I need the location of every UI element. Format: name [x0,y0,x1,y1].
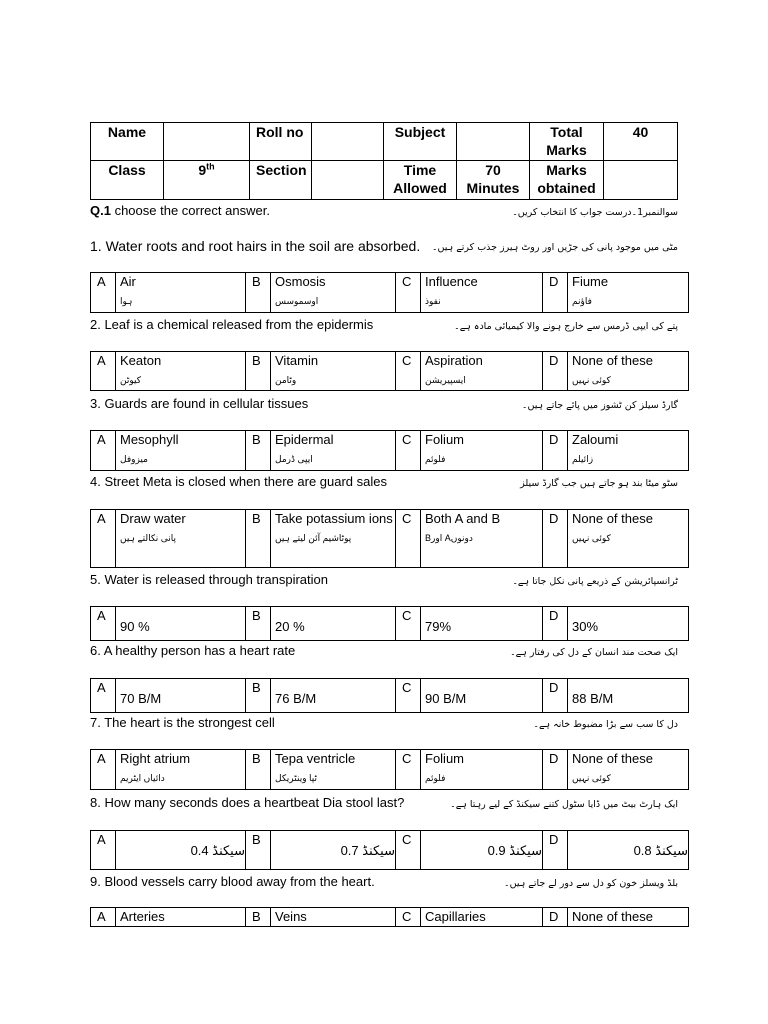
option-text: Folium [425,432,465,447]
option-letter: B [246,679,271,713]
option-text: سیکنڈ 0.4 [190,843,245,858]
option-letter: A [91,750,116,790]
class-label: Class [91,161,164,200]
option-b[interactable] [271,750,396,790]
option-urdu: زائیلم [572,454,594,464]
option-letter: C [396,352,421,391]
option-text: 76 B/M [275,691,317,706]
option-letter: D [543,352,568,391]
question-text: 8. How many seconds does a heartbeat Dia stool last? [90,795,405,810]
subject-field[interactable] [457,123,530,161]
option-urdu: کیوٹن [120,375,142,385]
option-letter: D [543,750,568,790]
option-d[interactable] [568,831,689,870]
option-a[interactable] [116,831,246,870]
option-text: None of these [572,909,653,924]
options-table [90,678,689,713]
option-text: Veins [275,909,307,924]
option-text: Draw water [120,511,186,526]
option-text: None of these [572,353,653,368]
option-urdu: ٹپا وینٹریکل [275,773,318,783]
option-c[interactable] [421,510,543,568]
option-letter: A [91,679,116,713]
question-urdu: ایک ہارٹ بیٹ میں ڈایا سٹول کتنے سیکنڈ کے لیے رہتا ہے۔ [450,799,678,810]
option-text: 79% [425,619,452,634]
option-text: Influence [425,274,478,289]
option-letter: B [246,831,271,870]
option-letter: B [246,750,271,790]
option-letter: C [396,273,421,313]
option-letter: B [246,431,271,471]
option-letter: C [396,431,421,471]
option-text: Capillaries [425,909,486,924]
question-urdu: مٹی میں موجود پانی کی جڑیں اور روٹ ہیرز جذب کرتے ہیں۔ [431,242,678,253]
option-urdu: ایسپیریشن [425,375,466,385]
question-text: 9. Blood vessels carry blood away from the heart. [90,874,375,889]
question-text: 7. The heart is the strongest cell [90,715,275,730]
option-urdu: اوسموسس [275,296,319,306]
option-d[interactable] [568,607,689,641]
option-text: Take potassium ions [275,511,393,526]
option-letter: D [543,273,568,313]
option-letter: D [543,679,568,713]
option-b[interactable] [271,352,396,391]
option-urdu: ایپی ڈرمل [275,454,313,464]
option-urdu: کوئی نہیں [572,773,611,783]
option-letter: B [246,510,271,568]
option-a[interactable] [116,908,246,927]
option-letter: D [543,831,568,870]
option-c[interactable] [421,607,543,641]
option-text: 90 B/M [425,691,467,706]
option-d[interactable] [568,273,689,313]
options-table [90,509,689,568]
option-d[interactable] [568,908,689,927]
option-urdu: میزوفل [120,454,148,464]
option-urdu: فلوئم [425,454,446,464]
options-table [90,606,689,641]
option-a[interactable] [116,273,246,313]
option-urdu: پوٹاشیم آئن لیتے ہیں [275,533,352,543]
question-urdu: پتے کی ایپی ڈرمس سے خارج ہونے والا کیمیائی مادہ ہے۔ [454,321,678,332]
question-text: 4. Street Meta is closed when there are guard sales [90,474,387,489]
option-text: Right atrium [120,751,191,766]
option-letter: A [91,510,116,568]
option-text: Aspiration [425,353,483,368]
option-d[interactable] [568,510,689,568]
question-urdu: دل کا سب سے بڑا مضبوط خانہ ہے۔ [533,719,678,730]
question-urdu: سٹو میٹا بند ہو جاتے ہیں جب گارڈ سیلز [520,478,678,489]
option-letter: B [246,352,271,391]
option-d[interactable] [568,679,689,713]
option-a[interactable] [116,679,246,713]
option-text: Epidermal [275,432,334,447]
option-a[interactable] [116,352,246,391]
option-urdu: دونوںA اورB [425,533,473,543]
option-c[interactable] [421,273,543,313]
marks-obtained-label: Marks obtained [530,161,604,200]
option-letter: C [396,908,421,927]
section-field[interactable] [312,161,384,200]
option-text: Mesophyll [120,432,179,447]
option-letter: A [91,431,116,471]
option-urdu: فاؤنم [572,296,592,306]
option-letter: C [396,750,421,790]
option-a[interactable] [116,750,246,790]
options-table [90,351,689,391]
option-text: Arteries [120,909,165,924]
option-urdu: کوئی نہیں [572,375,611,385]
marks-obtained-field[interactable] [604,161,678,200]
option-letter: C [396,679,421,713]
option-text: 20 % [275,619,305,634]
option-urdu: نفوذ [425,296,441,306]
question-text: 2. Leaf is a chemical released from the epidermis [90,317,374,332]
option-d[interactable] [568,352,689,391]
option-urdu: وٹامن [275,375,297,385]
option-c[interactable] [421,750,543,790]
option-text: Both A and B [425,511,501,526]
option-urdu: کوئی نہیں [572,533,611,543]
option-b[interactable] [271,510,396,568]
options-table [90,272,689,313]
name-field[interactable] [164,123,250,161]
option-c[interactable] [421,831,543,870]
roll-field[interactable] [312,123,384,161]
option-text: Fiume [572,274,609,289]
option-text: Keaton [120,353,162,368]
option-urdu: ہوا [120,296,133,306]
total-marks-value: 40 [604,123,678,161]
option-letter: D [543,431,568,471]
question-text: 3. Guards are found in cellular tissues [90,396,309,411]
option-a[interactable] [116,431,246,471]
option-text: سیکنڈ 0.7 [340,843,395,858]
options-table [90,907,689,927]
header-table [90,122,678,200]
question-urdu: گارڈ سیلز کن ٹشوز میں پائے جاتے ہیں۔ [521,400,678,411]
question-text: 5. Water is released through transpiration [90,572,328,587]
section-label: Section [250,161,312,200]
option-letter: A [91,607,116,641]
option-urdu: دائیاں ایٹریم [120,773,165,783]
option-letter: A [91,352,116,391]
option-b[interactable] [271,679,396,713]
question-text: 1. Water roots and root hairs in the soil are absorbed. [90,238,421,254]
options-table [90,430,689,471]
total-marks-label: Total Marks [530,123,604,161]
option-text: 88 B/M [572,691,614,706]
instruction-english: Q.1 choose the correct answer. [90,203,270,218]
option-b[interactable] [271,908,396,927]
option-text: Folium [425,751,465,766]
options-table [90,830,689,870]
option-text: Vitamin [275,353,319,368]
options-table [90,749,689,790]
option-a[interactable] [116,510,246,568]
option-letter: D [543,510,568,568]
option-letter: B [246,607,271,641]
option-letter: B [246,273,271,313]
option-text: Osmosis [275,274,326,289]
option-c[interactable] [421,352,543,391]
option-letter: D [543,607,568,641]
option-letter: A [91,831,116,870]
option-c[interactable] [421,679,543,713]
question-text: 6. A healthy person has a heart rate [90,643,296,658]
option-c[interactable] [421,908,543,927]
option-text: Air [120,274,136,289]
option-b[interactable] [271,273,396,313]
option-text: 90 % [120,619,150,634]
question-urdu: ایک صحت مند انسان کے دل کی رفتار ہے۔ [510,647,678,658]
option-text: None of these [572,751,653,766]
subject-label: Subject [384,123,457,161]
question-urdu: ٹرانسپائریشن کے ذریعے پانی نکل جاتا ہے۔ [512,576,678,587]
roll-label: Roll no [250,123,312,161]
option-urdu: پانی نکالتے ہیں [120,533,177,543]
option-letter: D [543,908,568,927]
option-b[interactable] [271,431,396,471]
option-urdu: فلوئم [425,773,446,783]
time-label: Time Allowed [384,161,457,200]
option-b[interactable] [271,607,396,641]
option-d[interactable] [568,431,689,471]
option-d[interactable] [568,750,689,790]
option-text: Tepa ventricle [275,751,356,766]
option-text: 30% [572,619,599,634]
option-letter: B [246,908,271,927]
option-letter: C [396,607,421,641]
option-letter: A [91,273,116,313]
instruction-urdu: سوالنمبر1۔درست جواب کا انتخاب کریں۔ [512,207,678,218]
option-a[interactable] [116,607,246,641]
option-letter: C [396,831,421,870]
time-value: 70 Minutes [457,161,530,200]
option-text: سیکنڈ 0.9 [487,843,542,858]
class-value: 9th [164,161,250,200]
option-text: Zaloumi [572,432,619,447]
option-text: سیکنڈ 0.8 [633,843,688,858]
option-text: 70 B/M [120,691,162,706]
option-b[interactable] [271,831,396,870]
question-urdu: بلڈ ویسلز خون کو دل سے دور لے جاتے ہیں۔ [504,878,678,889]
option-letter: C [396,510,421,568]
name-label: Name [91,123,164,161]
option-c[interactable] [421,431,543,471]
option-letter: A [91,908,116,927]
option-text: None of these [572,511,653,526]
